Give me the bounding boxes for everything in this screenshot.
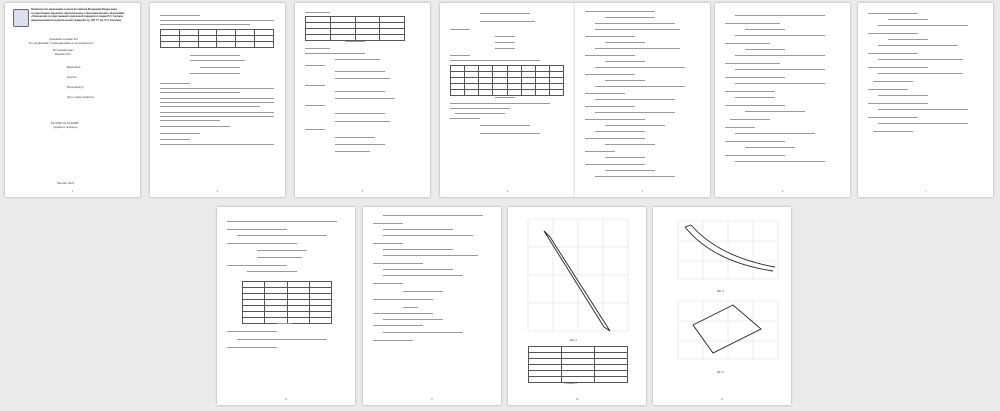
page-number: 5 <box>641 189 644 193</box>
task-name: Расчетный цикл <box>53 48 74 52</box>
results-sub: (оценка и подпись) <box>53 125 78 129</box>
fig2-caption: Рис.2 <box>570 338 577 342</box>
page-9 <box>363 207 501 405</box>
page-number: 6 <box>781 189 784 193</box>
ts-diagram-curves <box>673 217 783 287</box>
date-label: Дата сдачи (защиты): <box>67 95 95 99</box>
page-number: 3 <box>361 189 364 193</box>
parameters-table <box>160 29 274 48</box>
fig3-caption: Рис.3 <box>717 370 724 374</box>
page-number: 2 <box>216 189 219 193</box>
page-7 <box>858 3 993 197</box>
page-number: 11 <box>720 397 724 401</box>
page-4 <box>440 3 575 197</box>
ts-diagram-quad <box>673 297 783 367</box>
page-2 <box>150 3 285 197</box>
university-header: Министерство образования и науки Российской Федерации Федеральное государственное бюджетное образовательное учреждение высшего образования «Московский государственный технический университет имени Н.Э. Баумана (национальный исследовательский университет)» (МГТУ им. Н.Э. Баумана) <box>31 8 125 22</box>
page-number: 1 <box>71 189 74 193</box>
points-table <box>528 346 628 383</box>
city-year: Москва, 2023 <box>57 181 75 185</box>
page-8 <box>217 207 355 405</box>
page-number: 4 <box>506 189 509 193</box>
page-5 <box>575 3 710 197</box>
summary-table <box>242 281 332 324</box>
page-3 <box>295 3 430 197</box>
page-11-graph <box>653 207 791 405</box>
page-number: 10 <box>575 397 579 401</box>
performed-label: Выполнил: <box>67 65 82 69</box>
page-number: 9 <box>431 397 433 401</box>
results-title: БАЛЛЫ ЗА ЗАДАЧИ: <box>51 121 80 125</box>
page-number: 7 <box>924 189 927 193</box>
page-1-title <box>5 3 140 197</box>
page-10-graph <box>508 207 646 405</box>
data-table <box>305 16 405 41</box>
homework-title: Домашнее задание №1 <box>49 37 79 41</box>
page-number: 8 <box>285 397 287 401</box>
variant: Вариант №3 <box>55 52 71 56</box>
results-table <box>450 65 564 96</box>
university-logo <box>13 9 29 27</box>
page-6 <box>715 3 850 197</box>
pv-diagram <box>518 213 640 337</box>
course-name: По дисциплине "Термодинамика и теплопередача" <box>29 41 94 45</box>
fig2b-caption: Рис.2 <box>717 289 724 293</box>
group-label: Группа: <box>67 75 77 79</box>
checked-label: Проверил(а): <box>67 85 84 89</box>
table-caption: Таблица 6 <box>564 381 577 385</box>
